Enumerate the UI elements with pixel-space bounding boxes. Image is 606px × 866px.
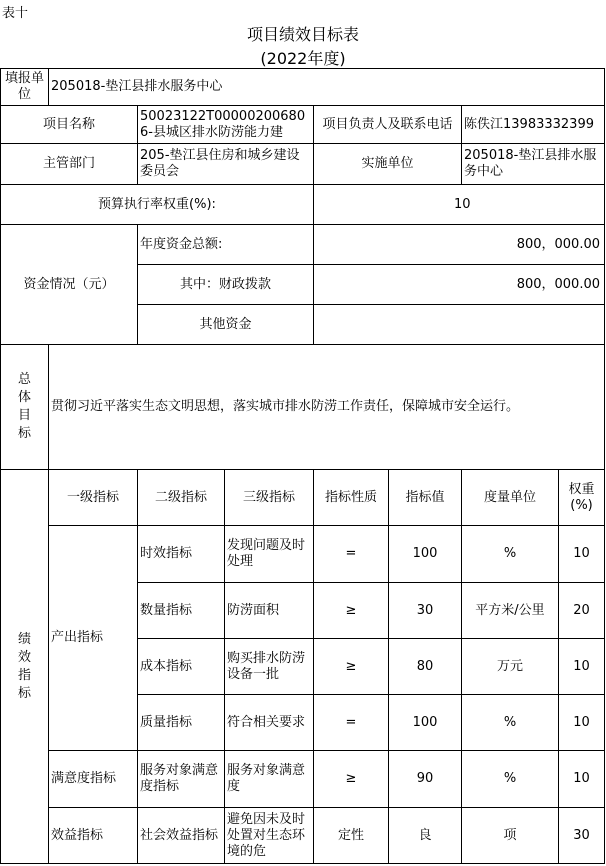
- funds-label: 资金情况（元）: [1, 225, 138, 345]
- project-name-label: 项目名称: [1, 106, 138, 144]
- level2-cell: 服务对象满意度指标: [138, 751, 225, 808]
- other-funds-value: [314, 305, 605, 345]
- table-number: 表十: [2, 6, 29, 21]
- value-cell: 良: [389, 808, 462, 864]
- level3-cell: 避免因未及时处置对生态环境的危: [225, 808, 314, 864]
- reporting-unit-value: 205018-垫江县排水服务中心: [49, 69, 605, 106]
- level2-cell: 社会效益指标: [138, 808, 225, 864]
- project-manager-label: 项目负责人及联系电话: [314, 106, 462, 144]
- unit-cell: 项: [462, 808, 559, 864]
- nature-cell: ≥: [314, 751, 389, 808]
- supervising-dept-label: 主管部门: [1, 144, 138, 185]
- nature-cell: ≥: [314, 583, 389, 639]
- unit-cell: 万元: [462, 639, 559, 695]
- page-subtitle-year: (2022年度): [260, 49, 346, 68]
- header-value: 指标值: [389, 470, 462, 526]
- level3-cell: 防涝面积: [225, 583, 314, 639]
- overall-goal-text: 贯彻习近平落实生态文明思想，落实城市排水防涝工作责任，保障城市安全运行。: [49, 345, 605, 470]
- level2-cell: 质量指标: [138, 695, 225, 751]
- budget-rate-label: 预算执行率权重(%):: [1, 185, 314, 225]
- fiscal-funds-label: 其中：财政拨款: [138, 265, 314, 305]
- nature-cell: 定性: [314, 808, 389, 864]
- weight-cell: 10: [559, 751, 605, 808]
- satisfaction-indicator-label: 满意度指标: [49, 751, 138, 808]
- header-level3: 三级指标: [225, 470, 314, 526]
- fiscal-funds-value: 800，000.00: [314, 265, 605, 305]
- reporting-unit-label: 填报单位: [1, 69, 49, 106]
- unit-cell: 平方米/公里: [462, 583, 559, 639]
- unit-cell: %: [462, 695, 559, 751]
- annual-funds-value: 800，000.00: [314, 225, 605, 265]
- nature-cell: ≥: [314, 639, 389, 695]
- header-weight: 权重(%): [559, 470, 605, 526]
- level3-cell: 发现问题及时处理: [225, 526, 314, 583]
- level2-cell: 时效指标: [138, 526, 225, 583]
- performance-indicators-label: 绩 效 指 标: [1, 470, 49, 864]
- page-title: 项目绩效目标表: [246, 25, 359, 44]
- header-unit: 度量单位: [462, 470, 559, 526]
- performance-target-table: [0, 68, 605, 864]
- overall-goal-label: 总 体 目 标: [1, 345, 49, 470]
- weight-cell: 30: [559, 808, 605, 864]
- level3-cell: 符合相关要求: [225, 695, 314, 751]
- benefit-indicator-label: 效益指标: [49, 808, 138, 864]
- supervising-dept-value: 205-垫江县住房和城乡建设委员会: [138, 144, 314, 185]
- implementing-unit-label: 实施单位: [314, 144, 462, 185]
- header-level2: 二级指标: [138, 470, 225, 526]
- project-manager-value: 陈佚江13983332399: [462, 106, 605, 144]
- other-funds-label: 其他资金: [138, 305, 314, 345]
- level3-cell: 服务对象满意度: [225, 751, 314, 808]
- value-cell: 80: [389, 639, 462, 695]
- unit-cell: %: [462, 526, 559, 583]
- weight-cell: 10: [559, 695, 605, 751]
- output-indicator-label: 产出指标: [49, 526, 138, 751]
- value-cell: 100: [389, 526, 462, 583]
- weight-cell: 10: [559, 639, 605, 695]
- weight-cell: 10: [559, 526, 605, 583]
- table-row: [1, 751, 605, 808]
- budget-rate-value: 10: [314, 185, 605, 225]
- nature-cell: =: [314, 526, 389, 583]
- annual-funds-label: 年度资金总额:: [138, 225, 314, 265]
- weight-cell: 20: [559, 583, 605, 639]
- level3-cell: 购买排水防涝设备一批: [225, 639, 314, 695]
- nature-cell: =: [314, 695, 389, 751]
- table-row: [1, 526, 605, 583]
- project-name-value: 50023122T000002006806-县城区排水防涝能力建: [138, 106, 314, 144]
- header-nature: 指标性质: [314, 470, 389, 526]
- value-cell: 30: [389, 583, 462, 639]
- unit-cell: %: [462, 751, 559, 808]
- level2-cell: 成本指标: [138, 639, 225, 695]
- implementing-unit-value: 205018-垫江县排水服务中心: [462, 144, 605, 185]
- value-cell: 90: [389, 751, 462, 808]
- level2-cell: 数量指标: [138, 583, 225, 639]
- value-cell: 100: [389, 695, 462, 751]
- table-row: [1, 808, 605, 864]
- header-level1: 一级指标: [49, 470, 138, 526]
